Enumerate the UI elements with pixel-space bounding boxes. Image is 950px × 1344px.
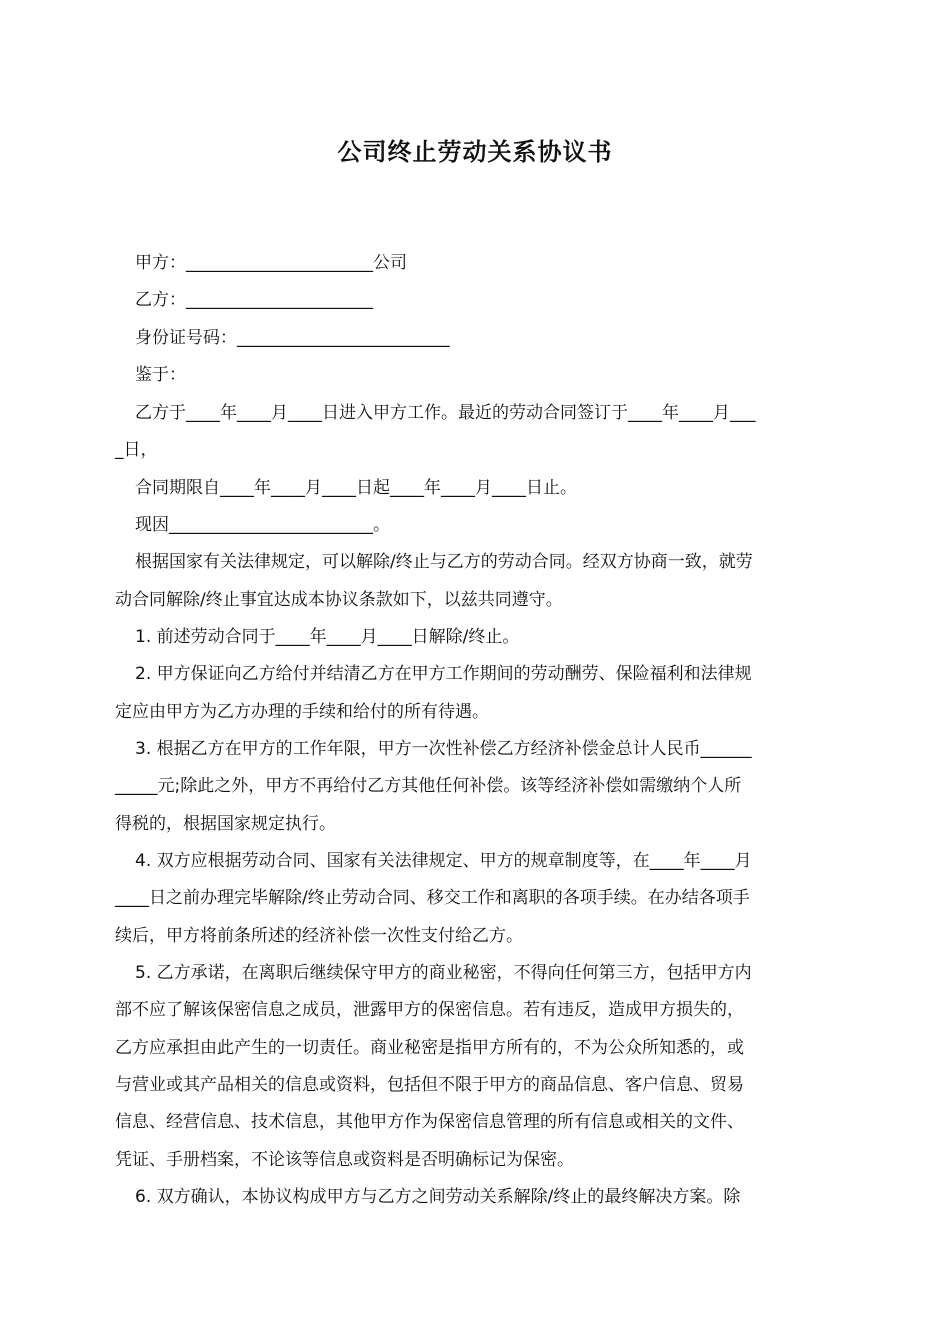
party-b-line: 乙方：______________________ [135,290,373,310]
clause-3-cont: _____元;除此之外，甲方不再给付乙方其他任何补偿。该等经济补偿如需缴纳个人所 [115,776,742,796]
clause-4: 4. 双方应根据劳动合同、国家有关法律规定、甲方的规章制度等，在____年____月 [135,851,752,871]
clause-3-cont: 得税的，根据国家规定执行。 [115,814,336,834]
clause-3: 3. 根据乙方在甲方的工作年限，甲方一次性补偿乙方经济补偿金总计人民币______ [135,739,752,759]
paragraph-line: 合同期限自____年____月____日起____年____月____日止。 [135,478,577,498]
paragraph-line: 动合同解除/终止事宜达成本协议条款如下，以兹共同遵守。 [115,590,563,610]
document-title: 公司终止劳动关系协议书 [337,138,613,166]
party-a-line: 甲方：______________________公司 [135,253,407,273]
id-number-line: 身份证号码：_________________________ [135,328,450,348]
clause-6: 6. 双方确认，本协议构成甲方与乙方之间劳动关系解除/终止的最终解决方案。除 [135,1187,741,1207]
paragraph-line: 现因________________________。 [135,515,390,535]
clause-5-cont: 与营业或其产品相关的信息或资料，包括但不限于甲方的商品信息、客户信息、贸易 [115,1075,744,1095]
clause-2: 2. 甲方保证向乙方给付并结清乙方在甲方工作期间的劳动酬劳、保险福利和法律规 [135,664,752,684]
clause-5-cont: 信息、经营信息、技术信息，其他甲方作为保密信息管理的所有信息或相关的文件、 [115,1112,744,1132]
clause-4-cont: 续后，甲方将前条所述的经济补偿一次性支付给乙方。 [115,926,523,946]
paragraph-line: _日， [115,440,158,460]
clause-5-cont: 凭证、手册档案，不论该等信息或资料是否明确标记为保密。 [115,1150,574,1170]
clause-2-cont: 定应由甲方为乙方办理的手续和给付的所有待遇。 [115,702,489,722]
clause-4-cont: ____日之前办理完毕解除/终止劳动合同、移交工作和离职的各项手续。在办结各项手 [115,888,750,908]
clause-5: 5. 乙方承诺，在离职后继续保守甲方的商业秘密，不得向任何第三方，包括甲方内 [135,963,752,983]
clause-5-cont: 乙方应承担由此产生的一切责任。商业秘密是指甲方所有的，不为公众所知悉的，或 [115,1038,744,1058]
paragraph-line: 根据国家有关法律规定，可以解除/终止与乙方的劳动合同。经双方协商一致，就劳 [135,552,753,572]
whereas-heading: 鉴于： [135,365,186,385]
clause-5-cont: 部不应了解该保密信息之成员，泄露甲方的保密信息。若有违反，造成甲方损失的， [115,1000,744,1020]
clause-1: 1. 前述劳动合同于____年____月____日解除/终止。 [135,627,520,647]
paragraph-line: 乙方于____年____月____日进入甲方工作。最近的劳动合同签订于____年____月___ [135,403,756,423]
